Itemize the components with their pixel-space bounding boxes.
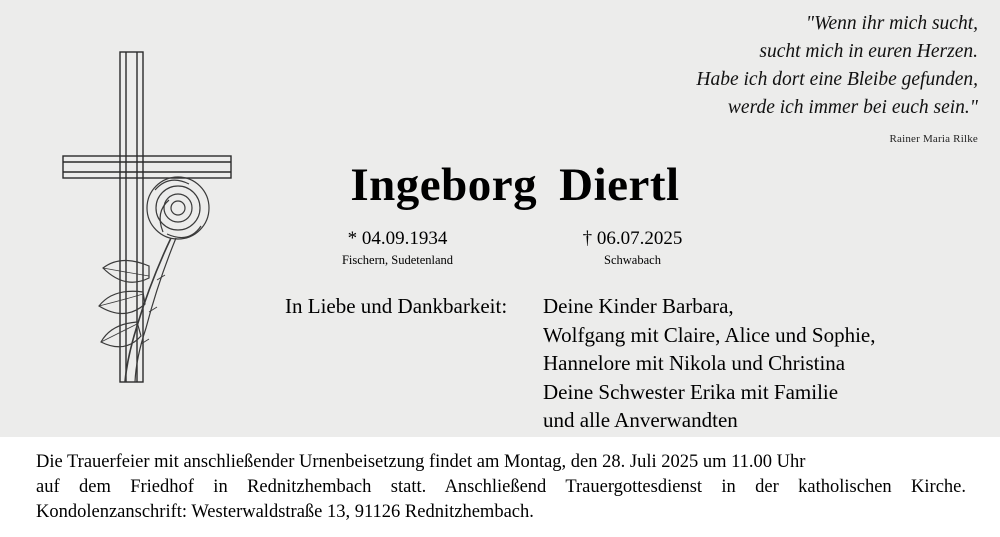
funeral-line-2: auf dem Friedhof in Rednitzhembach statt. Anschließend Trauergottesdienst in der katholischen Kirche.	[36, 477, 966, 497]
cross-and-rose-artwork	[45, 40, 265, 385]
dedication-names	[543, 292, 938, 435]
quote-line-2: sucht mich in euren Herzen.	[759, 41, 978, 62]
quote-line-4: werde ich immer bei euch sein."	[727, 97, 978, 118]
dedication-block	[285, 292, 945, 435]
death-date	[515, 227, 750, 251]
condolence-address: Kondolenzanschrift: Westerwaldstraße 13, 91126 Rednitzhembach.	[36, 502, 534, 522]
birth-place: Fischern, Sudetenland	[341, 253, 454, 267]
quote-line-1: "Wenn ihr mich sucht,	[805, 13, 978, 34]
deceased-name	[280, 158, 750, 212]
death-block	[515, 227, 750, 269]
memorial-quote	[478, 10, 978, 122]
dedication-name-1: Deine Kinder Barbara,	[543, 294, 734, 318]
dedication-name-2: Wolfgang mit Claire, Alice und Sophie,	[543, 322, 876, 347]
rose-icon	[99, 177, 209, 382]
funeral-line-1: Die Trauerfeier mit anschließender Urnenbeisetzung findet am Montag, den 28. Juli 2025 um 11.00 Uhr	[36, 452, 806, 472]
dedication-name-5: und alle Anverwandten	[543, 408, 738, 432]
death-place: Schwabach	[604, 253, 661, 267]
first-name: Ingeborg	[350, 159, 538, 211]
death-date-value: 06.07.2025	[596, 228, 683, 249]
dedication-name-3: Hannelore mit Nikola und Christina	[543, 351, 846, 375]
dedication-name-4: Deine Schwester Erika mit Familie	[543, 379, 839, 404]
cross-icon	[63, 52, 231, 382]
last-name: Diertl	[559, 159, 680, 211]
birth-block	[280, 227, 515, 269]
birth-symbol: *	[347, 228, 358, 249]
quote-line-3: Habe ich dort eine Bleibe gefunden,	[696, 69, 978, 90]
dedication-intro: In Liebe und Dankbarkeit:	[285, 294, 508, 318]
birth-date-value: 04.09.1934	[361, 228, 448, 249]
life-dates	[280, 227, 750, 269]
quote-author: Rainer Maria Rilke	[889, 133, 978, 145]
death-symbol: †	[582, 228, 593, 249]
birth-date	[280, 227, 515, 251]
funeral-details	[36, 450, 966, 525]
